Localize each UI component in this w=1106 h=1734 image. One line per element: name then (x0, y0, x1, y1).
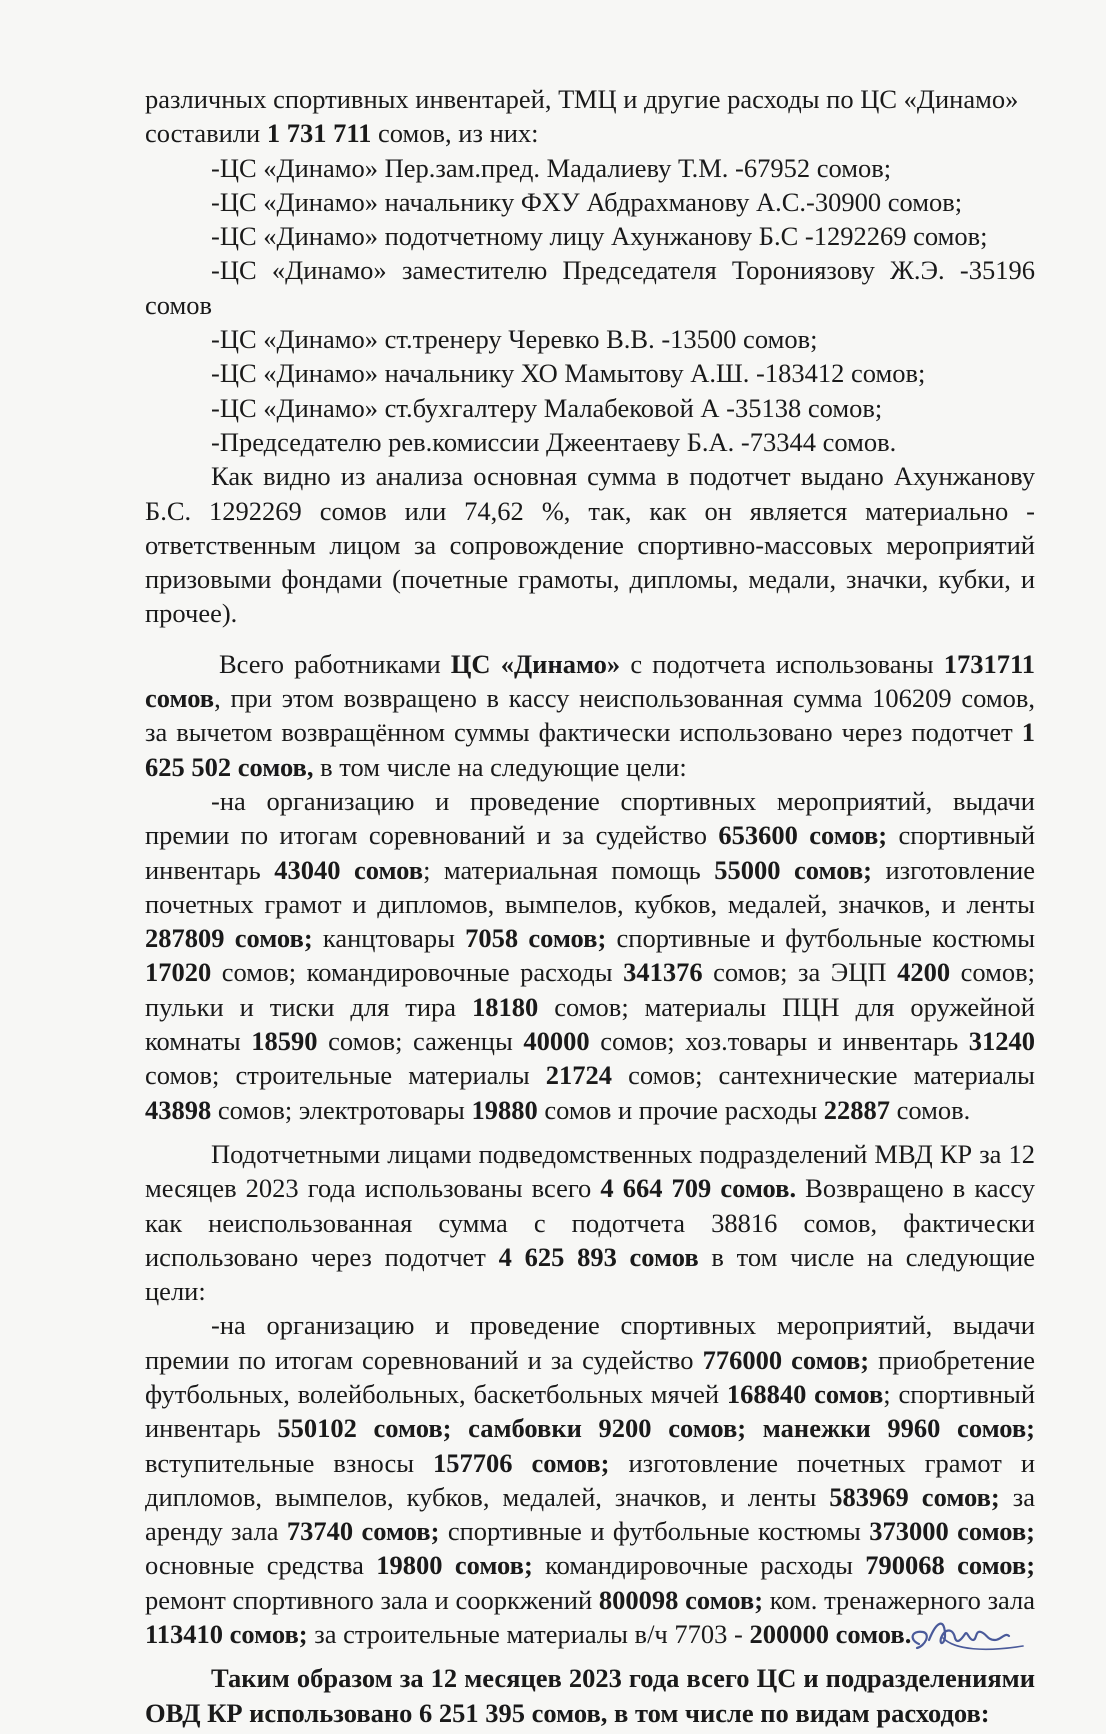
goal-amount: 287809 сомов; (145, 923, 313, 954)
goal-text: сомов; материалы ПЦН для оружейной комнаты (145, 991, 1035, 1057)
mvd-amount: 4 664 709 сомов. (600, 1173, 797, 1204)
goal-amount: 21724 (545, 1060, 613, 1091)
goal-amount: 113410 сомов; (145, 1619, 308, 1650)
goal-amount: 653600 сомов; (718, 820, 888, 851)
goal-text: изготовление почетных грамот и дипломов, вымпелов, кубков, медалей, значков, и ленты (145, 854, 1035, 919)
analysis-paragraph: Как видно из анализа основная сумма в подотчет выдано Ахунжанову Б.С. 1292269 сомов или 74,62 %, так, как он является материально - ответственным лицом за сопровождение спортивно-массовых мероприятий призовыми фондами (почетные грамоты, дипломы, медали, значки, кубки, и прочее). (145, 461, 1035, 629)
goal-text: за строительные материалы в/ч 7703 - (307, 1619, 750, 1650)
intro-total: 1 731 711 (266, 118, 372, 149)
goal-amount: 19880 (471, 1094, 538, 1125)
goal-text: сомов; электротовары (211, 1094, 472, 1125)
dynamo-org: ЦС «Динамо» (450, 648, 621, 679)
goal-amount: 43040 сомов (274, 854, 424, 885)
dynamo-amount: 1 625 502 сомов, (145, 717, 1035, 782)
goal-text: сомов; командировочные расходы (211, 957, 624, 988)
goal-amount: 157706 сомов; (433, 1447, 610, 1478)
mvd-amount: 4 625 893 сомов (498, 1241, 699, 1272)
dynamo-paragraph (145, 647, 1035, 784)
goal-amount: 4200 (897, 957, 951, 988)
goal-amount: 373000 сомов; (869, 1516, 1036, 1547)
goal-amount: 18590 (251, 1026, 318, 1057)
dynamo-text: с подотчета использованы (620, 648, 944, 679)
goal-text: -на организацию и проведение спортивных мероприятий, выдачи премии по итогам соревнований и за судейство (145, 785, 1035, 851)
goal-amount: 17020 (145, 957, 212, 988)
intro-line-1: различных спортивных инвентарей, ТМЦ и другие расходы по ЦС «Динамо» (145, 84, 1019, 114)
list-item: -ЦС «Динамо» ст.бухгалтеру Малабековой А -35138 сомов; (211, 392, 883, 423)
intro-paragraph (145, 82, 1035, 151)
goal-amount: 55000 сомов; (714, 854, 872, 885)
goal-text: ком. тренажерного зала (763, 1584, 1036, 1615)
mvd-text: Возвращено в кассу как неиспользованная сумма с подотчета 38816 сомов, фактически использовано через подотчет (145, 1173, 1035, 1272)
goal-amount: 776000 сомов; (702, 1344, 870, 1375)
goal-text: спортивные и футбольные костюмы (606, 923, 1036, 954)
list-item: -ЦС «Динамо» подотчетному лицу Ахунжанову Б.С -1292269 сомов; (211, 221, 988, 252)
goal-amount: 73740 сомов; (286, 1516, 440, 1547)
goal-amount: 43898 (145, 1094, 212, 1125)
document-body (145, 82, 1035, 1730)
dynamo-text: в том числе на следующие цели: (313, 751, 687, 782)
goal-text: ; спортивный инвентарь (145, 1378, 1035, 1444)
intro-line-2a: составили (145, 118, 267, 149)
signature-mark (905, 1610, 1035, 1660)
dynamo-text: Всего работниками (219, 648, 451, 679)
goal-text: сомов; пульки и тиски для тира (145, 957, 1035, 1022)
goal-amount: 200000 сомов. (749, 1619, 912, 1650)
list-item: -ЦС «Динамо» начальнику ФХУ Абдрахманову А.С.-30900 сомов; (211, 186, 963, 217)
goal-text: канцтовары (312, 923, 466, 954)
goal-text: сомов; сантехнические материалы (612, 1060, 1035, 1091)
mvd-paragraph (145, 1137, 1035, 1308)
goal-text: сомов. (890, 1094, 971, 1125)
list-item: -ЦС «Динамо» начальнику ХО Мамытову А.Ш. -183412 сомов; (211, 358, 926, 389)
intro-line-2c: сомов, из них: (371, 118, 539, 149)
goal-text: изготовление почетных грамот и дипломов, вымпелов, кубков, медалей, значков, и ленты (145, 1447, 1036, 1512)
dynamo-goals-paragraph (145, 784, 1035, 1127)
goal-text: основные средства (145, 1550, 377, 1581)
dynamo-amount: 1731711 сомов (145, 648, 1035, 714)
dynamo-text: , при этом возвращено в кассу неиспользованная сумма 106209 сомов, за вычетом возвращённом суммы фактически использовано через подотчет (145, 683, 1035, 748)
goal-text: ремонт спортивного зала и сооркжений (145, 1584, 599, 1615)
summary-paragraph: Таким образом за 12 месяцев 2023 года всего ЦС и подразделениями ОВД КР использовано 6 251 395 сомов, в том числе по видам расходов: (145, 1663, 1035, 1728)
goal-amount: 168840 сомов (726, 1378, 884, 1409)
goal-text: сомов; саженцы (317, 1026, 524, 1057)
goal-amount: 18180 (472, 991, 539, 1022)
goal-amount: 341376 (623, 957, 703, 988)
mvd-text: Подотчетными лицами подведомственных подразделений МВД КР за 12 месяцев 2023 года использованы всего (145, 1138, 1035, 1204)
goal-text: -на организацию и проведение спортивных мероприятий, выдачи премии по итогам соревнований и за судейство (145, 1310, 1035, 1375)
list-item: -Председателю рев.комиссии Джеентаеву Б.А. -73344 сомов. (211, 426, 897, 457)
list-item: -ЦС «Динамо» Пер.зам.пред. Мадалиеву Т.М. -67952 сомов; (211, 152, 892, 183)
goal-text: спортивный инвентарь (145, 820, 1036, 885)
goal-amount: 22887 (823, 1094, 891, 1125)
goal-amount: 800098 сомов; (598, 1584, 764, 1615)
mvd-text: в том числе на следующие цели: (145, 1241, 1035, 1307)
goal-text: ; материальная помощь (423, 854, 715, 885)
mvd-goals-paragraph (145, 1308, 1035, 1651)
goal-amount: 40000 (523, 1026, 590, 1057)
goal-text: спортивные и футбольные костюмы (439, 1516, 870, 1547)
goal-amount: 7058 сомов; (465, 923, 607, 954)
goal-amount: 790068 сомов; (865, 1550, 1036, 1581)
goal-text: за аренду зала (145, 1481, 1035, 1547)
list-item: -ЦС «Динамо» ст.тренеру Черевко В.В. -13500 сомов; (211, 324, 818, 355)
goal-text: приобретение футбольных, волейбольных, баскетбольных мячей (145, 1344, 1035, 1409)
goal-text: сомов и прочие расходы (537, 1094, 824, 1125)
list-item: -ЦС «Динамо» заместителю Председателя Торониязову Ж.Э. -35196 сомов (145, 255, 1035, 320)
goal-text: сомов; строительные материалы (145, 1060, 546, 1091)
goal-amount: 19800 сомов; (376, 1550, 533, 1581)
goal-text: командировочные расходы (532, 1550, 866, 1581)
goal-text: сомов; за ЭЦП (702, 957, 898, 988)
goal-amount: 550102 сомов; самбовки 9200 сомов; манежки 9960 сомов; (277, 1413, 1035, 1444)
goal-amount: 31240 (968, 1026, 1036, 1057)
goal-text: сомов; хоз.товары и инвентарь (589, 1026, 969, 1057)
goal-text: вступительные взносы (145, 1447, 434, 1478)
goal-amount: 583969 сомов; (829, 1481, 1000, 1512)
